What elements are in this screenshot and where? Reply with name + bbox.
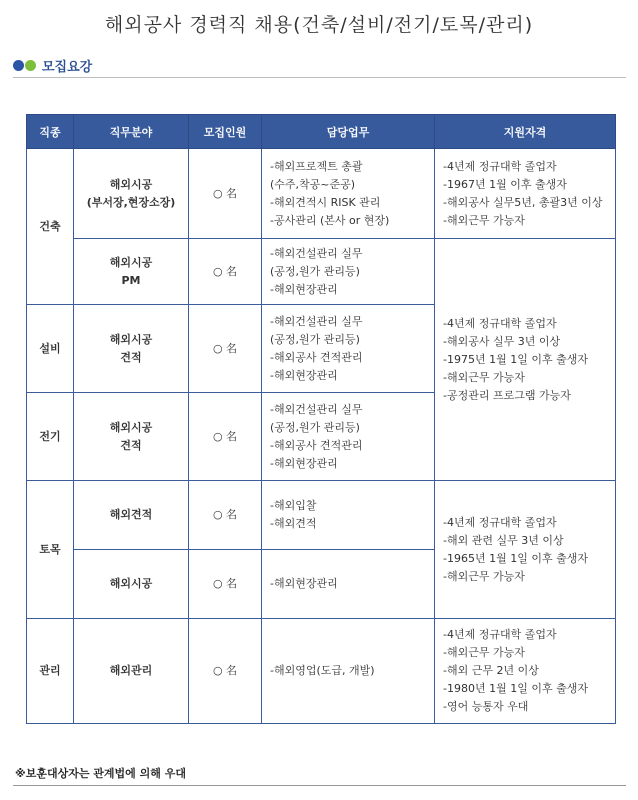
qualification-cell xyxy=(435,239,616,481)
duty-line: -해외건설관리 실무 xyxy=(270,246,363,260)
headcount: ○ 名 xyxy=(189,619,262,724)
duty-line: -해외견적 xyxy=(270,517,317,530)
job-field-line: 견적 xyxy=(120,350,142,364)
job-field-line: (부서장,현장소장) xyxy=(86,195,176,209)
duty-line: (공정,원가 관리등) xyxy=(270,420,360,434)
duty-line: -해외입찰 xyxy=(270,499,317,512)
job-field-line: 해외시공 xyxy=(109,420,153,434)
duty-line: -해외현장관리 xyxy=(270,577,338,590)
headcount: ○ 名 xyxy=(189,481,262,550)
qualification-line: -영어 능통자 우대 xyxy=(443,700,529,713)
qualification-line: -1975년 1월 1일 이후 출생자 xyxy=(443,352,588,366)
job-field-line: 해외시공 xyxy=(109,255,153,269)
section-divider xyxy=(13,77,626,78)
job-field xyxy=(74,619,189,724)
job-field-line: 해외시공 xyxy=(109,332,153,346)
qualification-line: -해외공사 실무 3년 이상 xyxy=(443,334,561,348)
job-field-line: 해외관리 xyxy=(109,664,153,677)
table-row xyxy=(27,239,616,305)
page-title: 해외공사 경력직 채용(건축/설비/전기/토목/관리) xyxy=(104,14,534,36)
table-row xyxy=(27,619,616,724)
job-field-line: 견적 xyxy=(120,438,142,452)
blue-dot-icon xyxy=(13,60,24,71)
table-row xyxy=(27,149,616,239)
qualification-line: -해외 근무 2년 이상 xyxy=(443,664,539,677)
qualification-line: -해외근무 가능자 xyxy=(443,213,525,227)
job-field xyxy=(74,550,189,619)
qualification-line: -4년제 정규대학 졸업자 xyxy=(443,159,557,173)
green-dot-icon xyxy=(25,60,36,71)
duties-cell xyxy=(262,481,435,550)
veterans-note: ※보훈대상자는 관계법에 의해 우대 xyxy=(15,767,186,780)
job-field xyxy=(74,481,189,550)
duty-line: -해외공사 견적관리 xyxy=(270,438,363,452)
duty-line: -해외현장관리 xyxy=(270,456,338,470)
qualification-cell xyxy=(435,481,616,619)
qualification-line: -해외근무 가능자 xyxy=(443,370,525,384)
duties-cell xyxy=(262,550,435,619)
category-electrical: 전기 xyxy=(27,393,74,481)
headcount: ○ 名 xyxy=(189,550,262,619)
qualification-line: -해외근무 가능자 xyxy=(443,646,525,659)
job-field-line: PM xyxy=(121,273,141,287)
qualification-line: -4년제 정규대학 졸업자 xyxy=(443,628,557,641)
duties-cell xyxy=(262,393,435,481)
table-header-row xyxy=(27,115,616,149)
headcount: ○ 名 xyxy=(189,239,262,305)
duty-line: -해외공사 견적관리 xyxy=(270,350,363,364)
duty-line: -해외건설관리 실무 xyxy=(270,314,363,328)
qualification-cell xyxy=(435,149,616,239)
duties-cell xyxy=(262,239,435,305)
header-job-field: 직무분야 xyxy=(74,115,189,149)
section-header xyxy=(13,56,92,75)
header-job-type: 직종 xyxy=(27,115,74,149)
recruitment-table xyxy=(26,114,616,724)
qualification-cell xyxy=(435,619,616,724)
qualification-line: -공정관리 프로그램 가능자 xyxy=(443,388,571,402)
job-field xyxy=(74,149,189,239)
job-field xyxy=(74,239,189,305)
duty-line: (공정,원가 관리등) xyxy=(270,332,360,346)
qualification-line: -1965년 1월 1일 이후 출생자 xyxy=(443,551,588,565)
duties-cell xyxy=(262,619,435,724)
headcount: ○ 名 xyxy=(189,149,262,239)
qualification-line: -4년제 정규대학 졸업자 xyxy=(443,316,557,330)
job-field xyxy=(74,305,189,393)
header-qualifications: 지원자격 xyxy=(435,115,616,149)
duty-line: -공사관리 (본사 or 현장) xyxy=(270,213,390,227)
duty-line: -해외현장관리 xyxy=(270,368,338,382)
qualification-line: -해외 관련 실무 3년 이상 xyxy=(443,533,564,547)
duties-cell xyxy=(262,305,435,393)
duties-cell xyxy=(262,149,435,239)
headcount: ○ 名 xyxy=(189,393,262,481)
job-field-line: 해외시공 xyxy=(109,177,153,191)
qualification-line: -해외공사 실무5년, 총괄3년 이상 xyxy=(443,195,603,209)
header-headcount: 모집인원 xyxy=(189,115,262,149)
job-field-line: 해외시공 xyxy=(109,577,153,590)
qualification-line: -1967년 1월 이후 출생자 xyxy=(443,177,567,191)
duty-line: (수주,착공~준공) xyxy=(270,177,356,191)
duty-line: -해외현장관리 xyxy=(270,282,338,296)
qualification-line: -4년제 정규대학 졸업자 xyxy=(443,515,557,529)
duty-line: -해외영업(도급, 개발) xyxy=(270,664,375,677)
section-label: 모집요강 xyxy=(42,60,93,75)
headcount: ○ 名 xyxy=(189,305,262,393)
duty-line: -해외프로젝트 총괄 xyxy=(270,159,363,173)
bottom-divider xyxy=(13,785,626,786)
duty-line: -해외견적시 RISK 관리 xyxy=(270,195,381,209)
table-row xyxy=(27,481,616,550)
header-duties: 담당업무 xyxy=(262,115,435,149)
qualification-line: -해외근무 가능자 xyxy=(443,569,525,583)
category-civil: 토목 xyxy=(27,481,74,619)
job-field-line: 해외견적 xyxy=(109,508,153,521)
duty-line: -해외건설관리 실무 xyxy=(270,402,363,416)
category-architecture: 건축 xyxy=(27,149,74,305)
category-mechanical: 설비 xyxy=(27,305,74,393)
category-management: 관리 xyxy=(27,619,74,724)
duty-line: (공정,원가 관리등) xyxy=(270,264,360,278)
job-field xyxy=(74,393,189,481)
qualification-line: -1980년 1월 1일 이후 출생자 xyxy=(443,682,588,695)
